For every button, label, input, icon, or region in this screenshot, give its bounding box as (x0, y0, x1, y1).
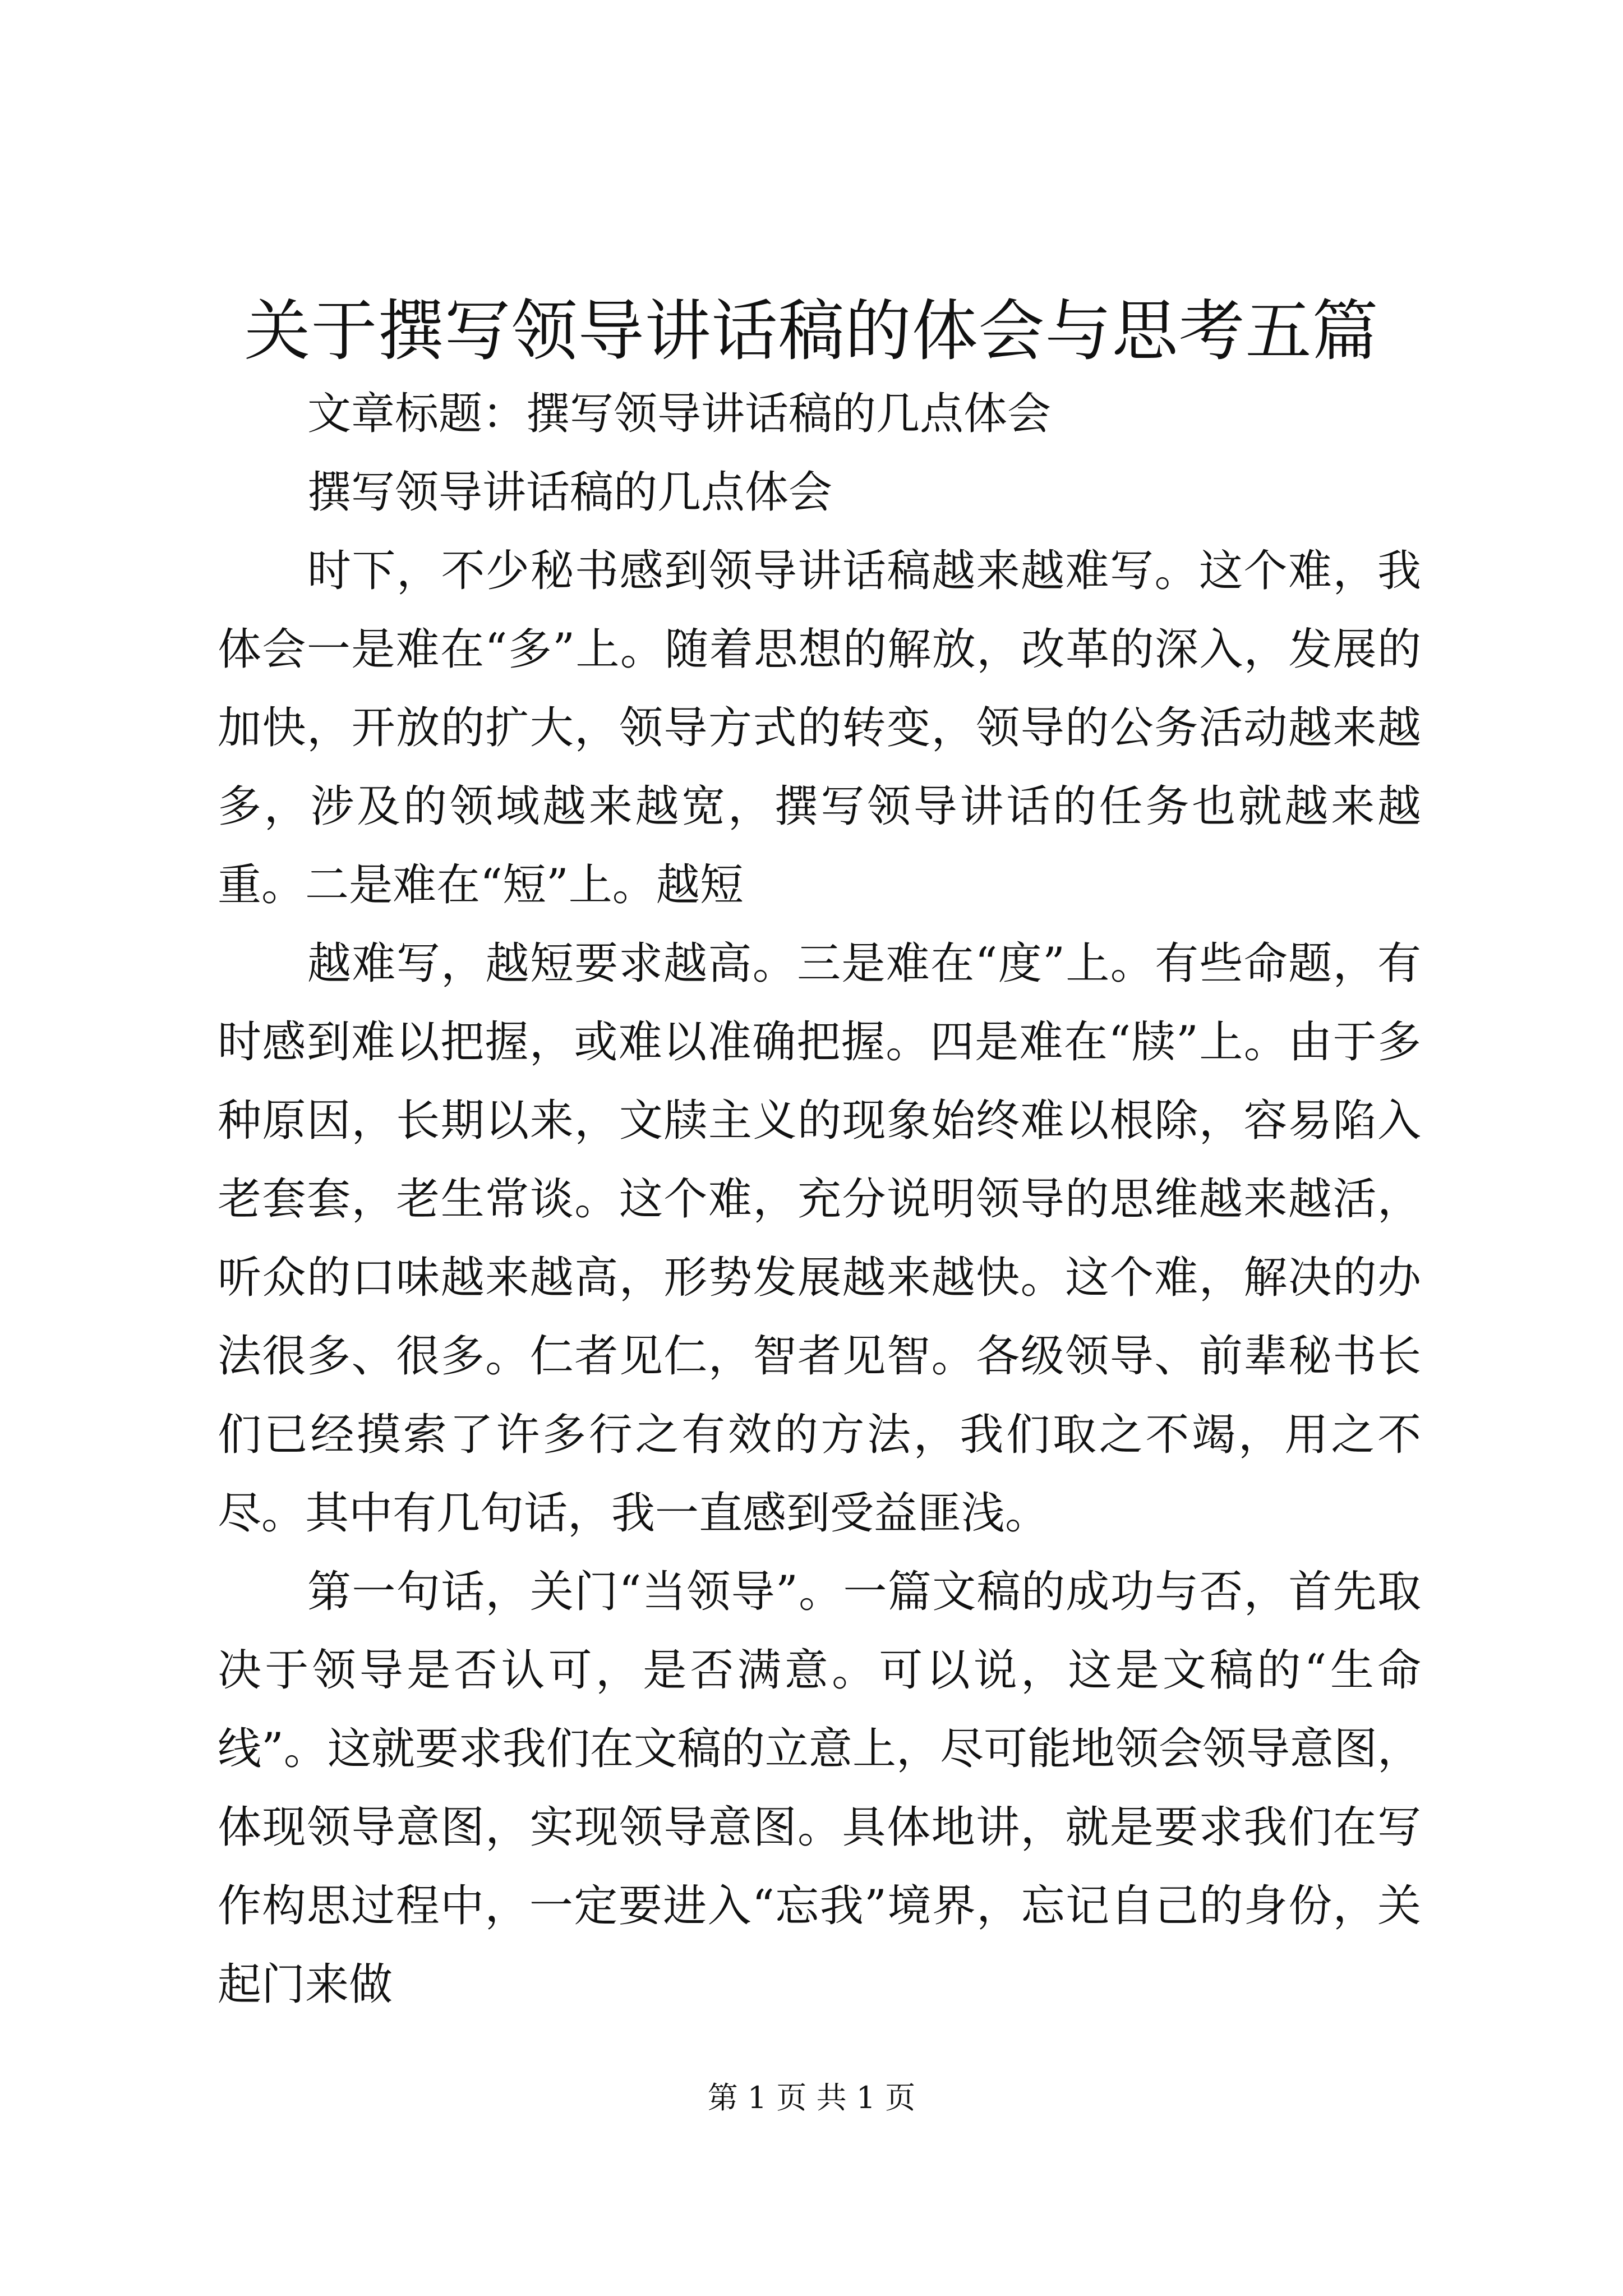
document-body (218, 375, 1421, 2024)
body-paragraph: 越难写，越短要求越高。三是难在“度”上。有些命题，有时感到难以把握，或难以准确把握。四是难在“牍”上。由于多种原因，长期以来，文牍主义的现象始终难以根除，容易陷入老套套，老生常谈。这个难，充分说明领导的思维越来越活，听众的口味越来越高，形势发展越来越快。这个难，解决的办法很多、很多。仁者见仁，智者见智。各级领导、前辈秘书长们已经摸索了许多行之有效的方法，我们取之不竭，用之不尽。其中有几句话，我一直感到受益匪浅。 (218, 938, 1421, 1539)
article-subtitle-line: 撰写领导讲话稿的几点体会 (307, 467, 833, 518)
document-title: 关于撰写领导讲话稿的体会与思考五篇 (244, 292, 1379, 370)
page-number-footer: 第 1 页 共 1 页 (707, 2080, 916, 2115)
article-heading-line: 文章标题：撰写领导讲话稿的几点体会 (307, 389, 1052, 439)
body-paragraph: 第一句话，关门“当领导”。一篇文稿的成功与否，首先取决于领导是否认可，是否满意。可以说，这是文稿的“生命线”。这就要求我们在文稿的立意上，尽可能地领会领导意图，体现领导意图，实现领导意图。具体地讲，就是要求我们在写作构思过程中，一定要进入“忘我”境界，忘记自己的身份，关起门来做 (218, 1567, 1421, 2010)
body-paragraph: 时下，不少秘书感到领导讲话稿越来越难写。这个难，我体会一是难在“多”上。随着思想的解放，改革的深入，发展的加快，开放的扩大，领导方式的转变，领导的公务活动越来越多，涉及的领域越来越宽，撰写领导讲话的任务也就越来越重。二是难在“短”上。越短 (218, 546, 1421, 910)
